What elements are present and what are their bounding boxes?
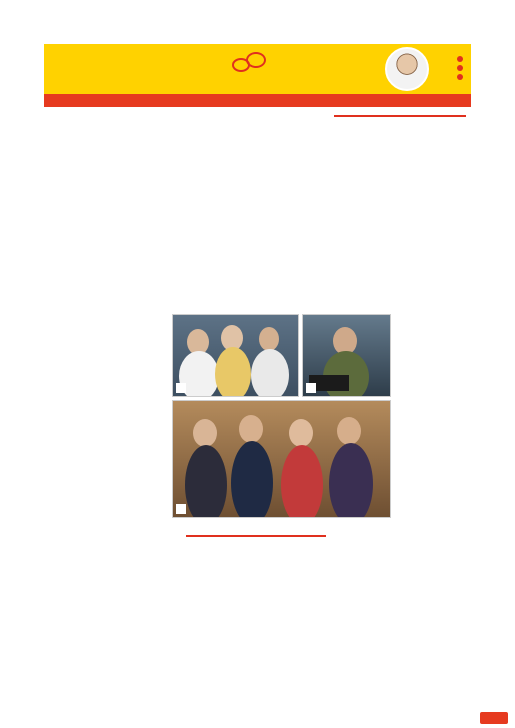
column-middle-text-bottom	[186, 540, 326, 664]
section-rule	[334, 115, 466, 117]
footer-page-number	[480, 712, 508, 724]
photo-number	[176, 504, 186, 514]
column-middle-text-top	[186, 113, 326, 307]
masthead	[44, 44, 471, 94]
photo-number	[306, 383, 316, 393]
portrait-strip-bottom	[3, 683, 512, 725]
editor-avatar	[385, 47, 429, 91]
portrait-strip-left	[3, 44, 42, 680]
event-photo-2	[172, 314, 299, 397]
contact-bar	[44, 94, 471, 107]
speech-bubbles-icon	[232, 52, 268, 78]
column-left-text	[50, 113, 175, 669]
event-photo-3	[172, 400, 391, 518]
portrait-strip-right	[473, 44, 512, 680]
photo-number	[176, 383, 186, 393]
article-body	[44, 107, 471, 680]
column-left	[50, 113, 175, 675]
dots-icon	[451, 56, 463, 80]
event-photo-1	[302, 314, 391, 397]
section-rule	[186, 535, 326, 537]
portrait-strip-top	[3, 3, 512, 42]
